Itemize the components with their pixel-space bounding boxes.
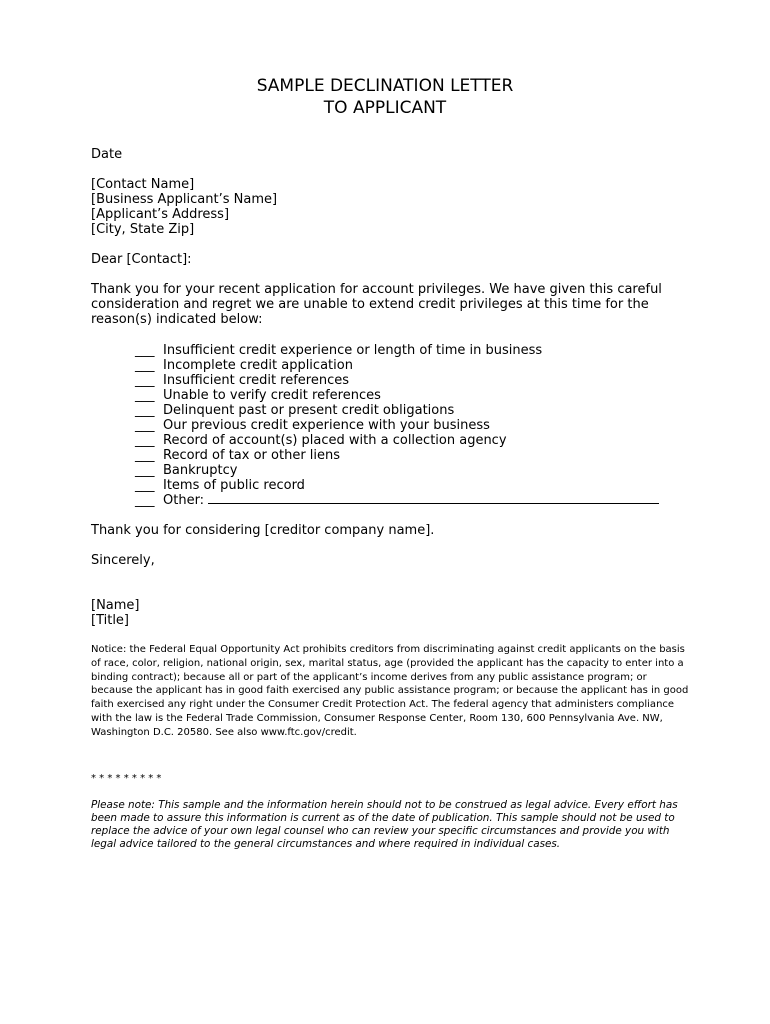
checkbox-blank[interactable]: ___ [135,463,155,478]
reason-label: Incomplete credit application [163,358,353,373]
salutation-text: Dear [Contact]: [91,252,192,267]
reasons-checklist [135,343,659,508]
disclaimer-note: Please note: This sample and the information herein should not to be construed as legal advice. Every effort has been made to assure this information is current as of the date of publication. This sample should not be used to replace the advice of your own legal counsel who can review your specific circumstances and provide you with legal advice tailored to the general circumstances and where required in individual cases. [91,799,678,850]
reason-item [135,343,659,358]
intro-line: consideration and regret we are unable to extend credit privileges at this time for the [91,297,649,312]
intro-line: Thank you for your recent application for account privileges. We have given this careful [91,282,662,297]
reason-label: Delinquent past or present credit obligations [163,403,455,418]
reason-item [135,433,659,448]
city-state-zip: [City, State Zip] [91,222,195,237]
reason-item [135,388,659,403]
signer-title: [Title] [91,613,130,628]
salutation [91,252,671,267]
checkbox-blank[interactable]: ___ [135,478,155,493]
thanks-paragraph [91,523,671,538]
reason-label: Insufficient credit references [163,373,350,388]
reason-label: Record of account(s) placed with a collection agency [163,433,507,448]
letter-title [0,75,770,119]
closing [91,553,671,568]
signature-block [91,598,671,628]
checkbox-blank[interactable]: ___ [135,448,155,463]
intro-line: reason(s) indicated below: [91,312,263,327]
checkbox-blank[interactable]: ___ [135,358,155,373]
reason-item [135,463,659,478]
closing-text: Sincerely, [91,553,155,568]
reason-label: Record of tax or other liens [163,448,341,463]
business-applicant-name: [Business Applicant’s Name] [91,192,278,207]
date-text: Date [91,147,123,162]
thanks-text: Thank you for considering [creditor company name]. [91,523,435,538]
date-placeholder [91,147,671,162]
other-fill-in-line[interactable] [208,493,659,504]
reason-item [135,418,659,433]
checkbox-blank[interactable]: ___ [135,343,155,358]
checkbox-blank[interactable]: ___ [135,403,155,418]
title-line-1: SAMPLE DECLINATION LETTER [256,76,514,96]
legal-notice: Notice: the Federal Equal Opportunity Act prohibits creditors from discriminating against credit applicants on the basis of race, color, religion, national origin, sex, marital status, age (provided the applicant has the capacity to enter into a binding contract); because all or part of the applicant’s income derives from any public assistance program; or because the applicant has in good faith exercised any public assistance program; or because the applicant has in good faith exercised any right under the Consumer Credit Protection Act. The federal agency that administers compliance with the law is the Federal Trade Commission, Consumer Response Center, Room 130, 600 Pennsylvania Ave. NW, Washington D.C. 20580. See also www.ftc.gov/credit. [91,644,689,738]
checkbox-blank[interactable]: ___ [135,493,155,508]
reason-item [135,478,659,493]
signer-name: [Name] [91,598,140,613]
separator-stars: * * * * * * * * * [91,773,162,784]
checkbox-blank[interactable]: ___ [135,418,155,433]
contact-name: [Contact Name] [91,177,195,192]
title-line-2: TO APPLICANT [323,98,447,118]
reason-label: Unable to verify credit references [163,388,381,403]
reason-item [135,373,659,388]
recipient-address-block [91,177,671,237]
reason-label: Our previous credit experience with your business [163,418,490,433]
applicant-address: [Applicant’s Address] [91,207,230,222]
reason-item [135,448,659,463]
checkbox-blank[interactable]: ___ [135,373,155,388]
checkbox-blank[interactable]: ___ [135,388,155,403]
reason-item [135,403,659,418]
reason-label: Bankruptcy [163,463,238,478]
reason-label: Items of public record [163,478,305,493]
checkbox-blank[interactable]: ___ [135,433,155,448]
reason-item [135,358,659,373]
reason-label: Insufficient credit experience or length of time in business [163,343,543,358]
intro-paragraph [91,282,671,327]
reason-item-other [135,493,659,508]
other-label: Other: [163,493,205,508]
